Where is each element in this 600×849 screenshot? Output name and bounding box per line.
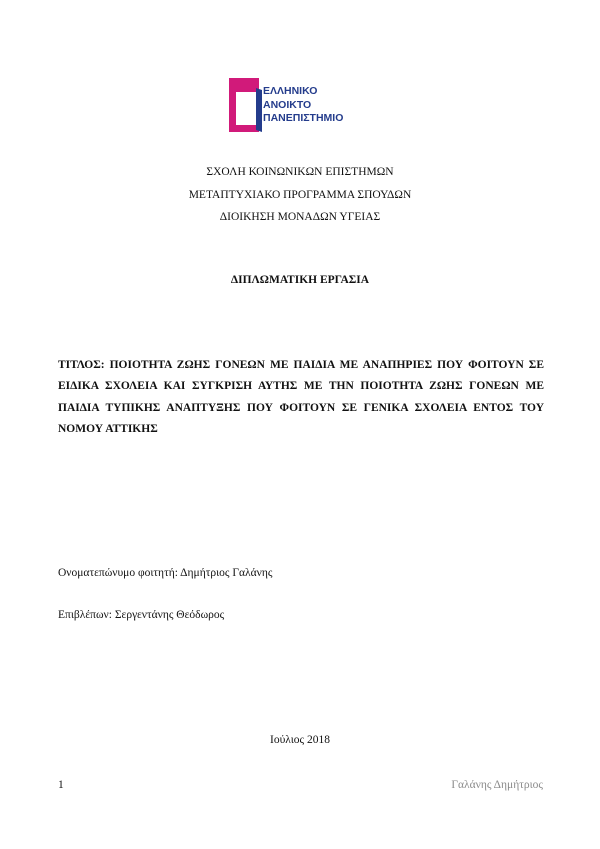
supervisor-name: Επιβλέπων: Σεργεντάνης Θεόδωρος: [58, 609, 225, 621]
university-logo: [229, 78, 379, 138]
school-name: ΣΧΟΛΗ ΚΟΙΝΩΝΙΚΩΝ ΕΠΙΣΤΗΜΩΝ: [206, 166, 394, 178]
document-type-heading: ΔΙΠΛΩΜΑΤΙΚΗ ΕΡΓΑΣΙΑ: [230, 274, 370, 286]
specialization-name: ΔΙΟΙΚΗΣΗ ΜΟΝΑΔΩΝ ΥΓΕΙΑΣ: [219, 211, 381, 223]
logo-line-2: ΑΝΟΙΚΤΟ: [263, 98, 312, 111]
logo-line-3: ΠΑΝΕΠΙΣΤΗΜΙΟ: [263, 112, 344, 124]
submission-date: Ιούλιος 2018: [270, 734, 330, 746]
student-name: Ονοματεπώνυμο φοιτητή: Δημήτριος Γαλάνης: [58, 567, 273, 579]
page-number: 1: [58, 779, 64, 791]
logo-line-1: ΕΛΛΗΝΙΚΟ: [263, 85, 318, 97]
footer-author: Γαλάνης Δημήτριος: [451, 779, 543, 791]
logo-wordmark: [263, 85, 343, 126]
logo-emblem-icon: [229, 78, 263, 134]
program-name: ΜΕΤΑΠΤΥΧΙΑΚΟ ΠΡΟΓΡΑΜΜΑ ΣΠΟΥΔΩΝ: [188, 189, 412, 201]
thesis-title: ΤΙΤΛΟΣ: ΠΟΙΟΤΗΤΑ ΖΩΗΣ ΓΟΝΕΩΝ ΜΕ ΠΑΙΔΙΑ ΜΕ ΑΝΑΠΗΡΙΕΣ ΠΟΥ ΦΟΙΤΟΥΝ ΣΕ ΕΙΔΙΚΑ ΣΧΟΛΕΙΑ ΚΑΙ ΣΥΓΚΡΙΣΗ ΑΥΤΗΣ ΜΕ ΤΗΝ ΠΟΙΟΤΗΤΑ ΖΩΗΣ ΓΟΝΕΩΝ ΜΕ ΠΑΙΔΙΑ ΤΥΠΙΚΗΣ ΑΝΑΠΤΥΞΗΣ ΠΟΥ ΦΟΙΤΟΥΝ ΣΕ ΓΕΝΙΚΑ ΣΧΟΛΕΙΑ ΕΝΤΟΣ ΤΟΥ ΝΟΜΟΥ ΑΤΤΙΚΗΣ: [58, 359, 544, 435]
